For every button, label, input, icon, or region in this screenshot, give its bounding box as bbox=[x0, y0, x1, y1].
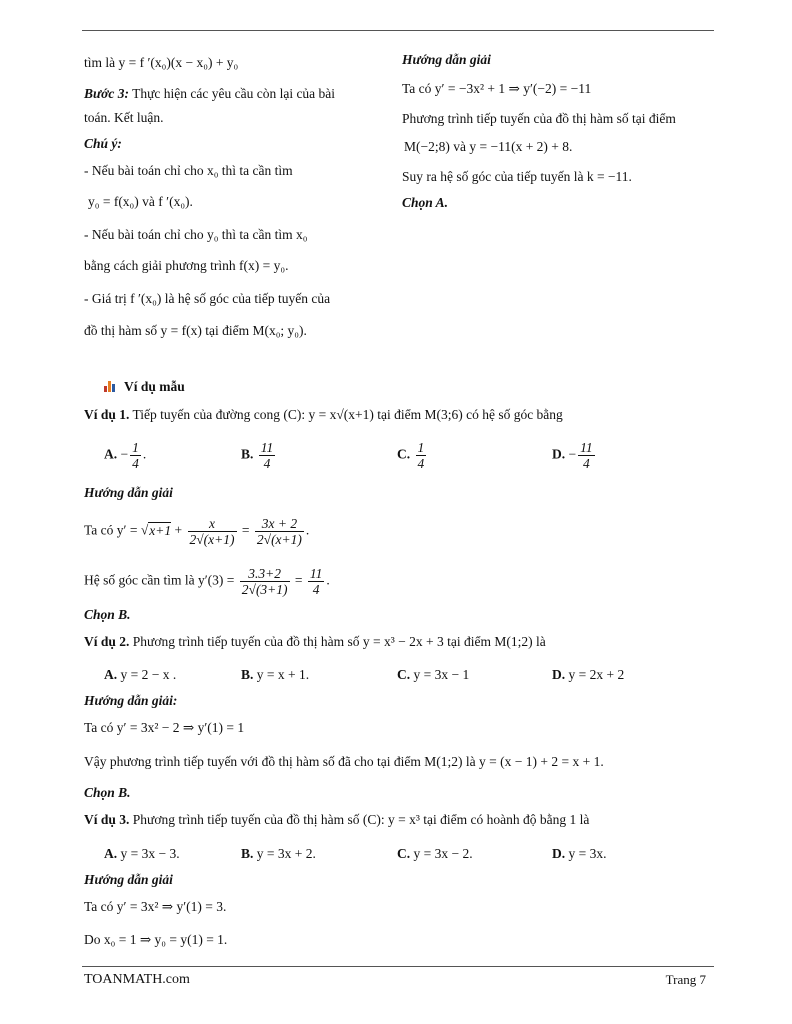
ex1-option-c bbox=[397, 440, 428, 471]
ex3-option-a bbox=[104, 845, 180, 863]
right-line-4: Suy ra hệ số góc của tiếp tuyến là k = −11. bbox=[402, 169, 632, 184]
ex2-solution-line-1: Ta có y′ = 3x² − 2 ⇒ y′(1) = 1 bbox=[84, 720, 245, 735]
ex3-solution-title: Hướng dẫn giải bbox=[84, 872, 173, 887]
section-title: Ví dụ mẫu bbox=[124, 379, 185, 394]
footer-site: TOANMATH.com bbox=[84, 972, 190, 987]
option-key: D. bbox=[552, 667, 566, 682]
option-key: A. bbox=[104, 667, 118, 682]
fraction-numerator: 3x + 2 bbox=[255, 516, 304, 532]
fraction-numerator: 11 bbox=[580, 440, 593, 455]
option-key: B. bbox=[241, 667, 254, 682]
example-3-question bbox=[84, 811, 589, 829]
note-3a: - Giá trị f ′(x₀) là hệ số góc của tiếp tuyến của bbox=[84, 291, 331, 306]
option-key: C. bbox=[397, 846, 411, 861]
fraction-denominator: 4 bbox=[417, 456, 425, 471]
option-key: D. bbox=[552, 446, 566, 462]
note-1a: - Nếu bài toán chỉ cho x₀ thì ta cần tìm bbox=[84, 163, 293, 178]
option-key: B. bbox=[241, 846, 254, 861]
fraction-numerator: 1 bbox=[417, 440, 425, 455]
note-2a: - Nếu bài toán chỉ cho y₀ thì ta cần tìm x₀ bbox=[84, 227, 308, 242]
fraction-denominator: 2√(3+1) bbox=[241, 582, 288, 597]
solution-text: Hệ số góc cần tìm là y′(3) = bbox=[84, 572, 238, 588]
fraction-denominator: 4 bbox=[132, 456, 139, 471]
option-text: y = 3x. bbox=[568, 846, 607, 861]
ex2-solution-line-2: Vậy phương trình tiếp tuyến với đồ thị hàm số đã cho tại điểm M(1;2) là y = (x − 1) + 2 = x + 1. bbox=[84, 754, 604, 769]
option-fraction bbox=[416, 440, 427, 471]
fraction-denominator: 2√(x+1) bbox=[256, 532, 302, 547]
option-key: A. bbox=[104, 446, 118, 462]
ex1-option-a bbox=[104, 440, 146, 471]
ex3-solution-line-1: Ta có y′ = 3x² ⇒ y′(1) = 3. bbox=[84, 899, 227, 914]
fraction-numerator: 1 bbox=[132, 440, 139, 455]
fraction bbox=[240, 566, 290, 597]
example-1-text: Tiếp tuyến của đường cong (C): y = x√(x+1) tại điểm M(3;6) có hệ số góc bằng bbox=[129, 407, 563, 422]
footer-page-number: Trang 7 bbox=[665, 972, 706, 987]
option-key: D. bbox=[552, 846, 566, 861]
ex2-solution-title: Hướng dẫn giải: bbox=[84, 693, 178, 708]
footer-rule bbox=[82, 966, 714, 967]
fraction-denominator: 4 bbox=[263, 456, 271, 471]
ex1-option-b bbox=[241, 440, 277, 471]
option-text: y = x + 1. bbox=[256, 667, 310, 682]
example-1-label: Ví dụ 1. bbox=[84, 407, 130, 422]
right-line-2: Phương trình tiếp tuyến của đồ thị hàm số tại điểm bbox=[402, 111, 676, 126]
fraction bbox=[308, 566, 325, 597]
header-rule bbox=[82, 30, 714, 31]
option-text: y = 2x + 2 bbox=[568, 667, 625, 682]
ex1-solution-line-2 bbox=[84, 566, 330, 597]
step3-line bbox=[84, 85, 335, 103]
fraction-denominator: 4 bbox=[583, 456, 590, 471]
option-text: y = 3x − 2. bbox=[413, 846, 473, 861]
example-2-text: Phương trình tiếp tuyến của đồ thị hàm số y = x³ − 2x + 3 tại điểm M(1;2) là bbox=[129, 634, 546, 649]
right-answer: Chọn A. bbox=[402, 195, 449, 210]
option-key: B. bbox=[241, 446, 254, 462]
example-3-label: Ví dụ 3. bbox=[84, 812, 130, 827]
option-text: y = 3x − 1 bbox=[413, 667, 470, 682]
option-key: C. bbox=[397, 667, 411, 682]
option-text: y = 2 − x . bbox=[120, 667, 177, 682]
sqrt-radicand: x+1 bbox=[149, 522, 172, 538]
fraction-numerator: 11 bbox=[260, 440, 274, 455]
ex1-solution-line-1: Ta có y′ = √x+1 + $\frac{x}{2√(x+1)}$ = $\frac{3x + 2}{2√(x+1)}$ . bbox=[84, 516, 310, 547]
note-2b: bằng cách giải phương trình f(x) = y₀. bbox=[84, 258, 289, 273]
example-2-question bbox=[84, 633, 546, 651]
fraction-denominator: 2√(x+1) bbox=[189, 532, 235, 547]
fraction-numerator: 11 bbox=[309, 566, 323, 581]
fraction-denominator: 4 bbox=[312, 582, 320, 597]
right-line-1: Ta có y′ = −3x² + 1 ⇒ y′(−2) = −11 bbox=[402, 81, 592, 96]
option-fraction bbox=[578, 440, 595, 471]
ex1-solution-title: Hướng dẫn giải bbox=[84, 485, 173, 500]
option-key: C. bbox=[397, 446, 411, 462]
option-text: y = 3x + 2. bbox=[256, 846, 316, 861]
ex2-option-d bbox=[552, 666, 624, 684]
fraction bbox=[188, 516, 237, 547]
option-text: y = 3x − 3. bbox=[120, 846, 180, 861]
tangent-formula-line: tìm là y = f ′(x₀)(x − x₀) + y₀ bbox=[84, 55, 239, 70]
step3-text: Thực hiện các yêu cầu còn lại của bài bbox=[128, 86, 336, 101]
note-title: Chú ý: bbox=[84, 136, 122, 151]
ex3-option-b bbox=[241, 845, 316, 863]
option-fraction bbox=[259, 440, 276, 471]
option-sign: − bbox=[568, 446, 577, 462]
bar-chart-icon bbox=[104, 380, 116, 392]
solution-text: = bbox=[291, 572, 306, 588]
note-3b: đồ thị hàm số y = f(x) tại điểm M(x₀; y₀). bbox=[84, 323, 307, 338]
solution-text: . bbox=[305, 522, 310, 538]
fraction-numerator: x bbox=[188, 516, 237, 532]
fraction bbox=[255, 516, 304, 547]
note-1b: y₀ = f(x₀) và f ′(x₀). bbox=[88, 194, 193, 209]
ex1-answer: Chọn B. bbox=[84, 607, 131, 622]
step3-text-cont: toán. Kết luận. bbox=[84, 110, 164, 125]
right-line-3: M(−2;8) và y = −11(x + 2) + 8. bbox=[404, 139, 573, 154]
solution-text: + bbox=[171, 522, 186, 538]
option-tail: . bbox=[142, 446, 147, 462]
example-1-question bbox=[84, 406, 563, 424]
ex2-option-c bbox=[397, 666, 469, 684]
ex1-option-d bbox=[552, 440, 597, 471]
step3-label: Bước 3: bbox=[84, 86, 129, 101]
ex2-option-a bbox=[104, 666, 176, 684]
section-heading bbox=[104, 378, 185, 396]
ex3-option-d bbox=[552, 845, 607, 863]
option-sign: − bbox=[120, 446, 129, 462]
right-solution-title: Hướng dẫn giải bbox=[402, 52, 491, 67]
example-2-label: Ví dụ 2. bbox=[84, 634, 130, 649]
ex2-answer: Chọn B. bbox=[84, 785, 131, 800]
ex2-option-b bbox=[241, 666, 309, 684]
option-key: A. bbox=[104, 846, 118, 861]
option-fraction bbox=[130, 440, 141, 471]
solution-text: = bbox=[238, 522, 253, 538]
example-3-text: Phương trình tiếp tuyến của đồ thị hàm số (C): y = x³ tại điểm có hoành độ bằng 1 là bbox=[129, 812, 590, 827]
ex3-option-c bbox=[397, 845, 473, 863]
solution-text: . bbox=[326, 572, 330, 588]
ex3-solution-line-2: Do x₀ = 1 ⇒ y₀ = y(1) = 1. bbox=[84, 932, 228, 947]
solution-text: Ta có y′ = bbox=[84, 522, 141, 538]
fraction-numerator: 3.3+2 bbox=[240, 566, 290, 582]
